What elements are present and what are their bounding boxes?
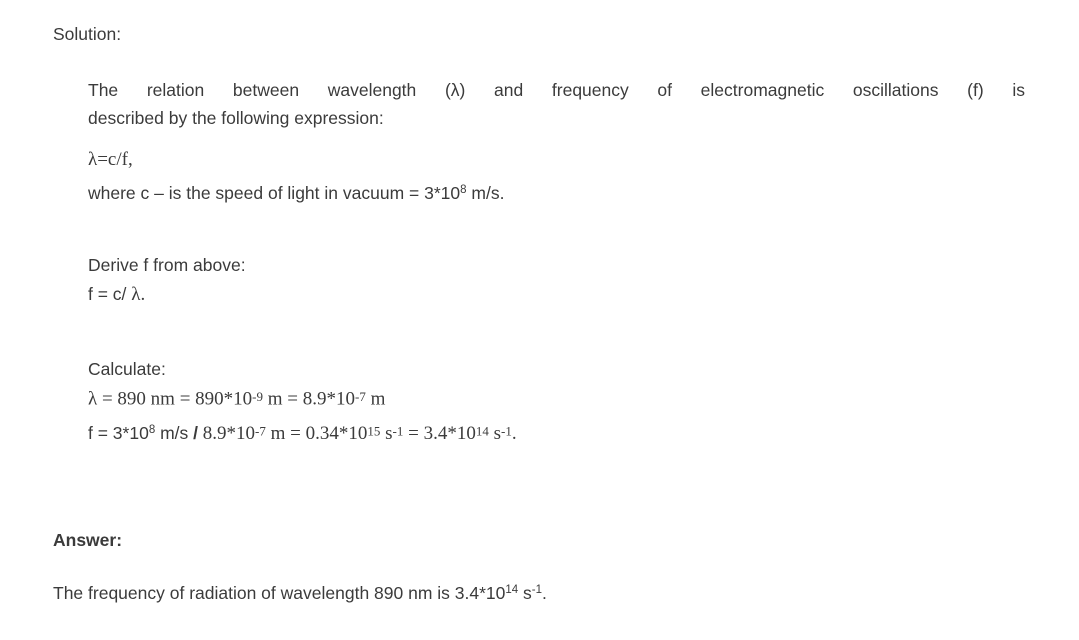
- frequency-calculation-line: [88, 415, 1025, 449]
- text-segment: m/s: [155, 422, 194, 443]
- solution-body: [88, 76, 1025, 449]
- text-segment: f = c/: [88, 284, 132, 304]
- speed-of-light-line: [88, 175, 1025, 208]
- calculate-heading: Calculate:: [88, 359, 166, 379]
- text-segment: .: [511, 422, 517, 444]
- intro-paragraph-line2: described by the following expression:: [88, 108, 384, 128]
- exponent: 14: [475, 423, 489, 438]
- exponent: -1: [501, 423, 512, 438]
- exponent: -1: [531, 583, 543, 596]
- division-slash: /: [193, 422, 199, 443]
- text-segment: f = 3*10: [88, 422, 149, 443]
- text-segment: .: [542, 582, 547, 603]
- intro-paragraph: [88, 76, 1025, 132]
- text-segment: s: [380, 422, 393, 444]
- exponent: 14: [505, 583, 519, 596]
- wavelength-formula: λ=c/f,: [88, 149, 133, 170]
- intro-paragraph-line1: The relation between wavelength (λ) and frequency of electromagnetic oscillations (f) is: [88, 80, 1025, 100]
- text-segment: = 3.4*10: [403, 422, 476, 444]
- exponent: -1: [392, 423, 404, 438]
- text-segment: 8.9*10: [198, 422, 256, 444]
- derive-formula: [88, 279, 1025, 310]
- text-segment: s: [518, 582, 532, 603]
- exponent: -7: [255, 423, 266, 438]
- exponent: -7: [355, 389, 366, 404]
- text-segment: The frequency of radiation of wavelength 890 nm is 3.4*10: [53, 582, 506, 603]
- exponent: 15: [367, 423, 381, 438]
- text-segment: λ = 890 nm = 890*10: [88, 388, 253, 410]
- exponent: 8: [460, 184, 467, 196]
- answer-heading: Answer:: [53, 529, 123, 550]
- text-segment: m = 0.34*10: [265, 422, 368, 444]
- solution-heading: Solution:: [53, 24, 122, 44]
- text-segment: m: [365, 388, 386, 410]
- text-segment: s: [488, 422, 501, 444]
- text-segment: where c – is the speed of light in vacuum = 3*10: [88, 183, 461, 203]
- exponent: 8: [148, 423, 156, 436]
- exponent: -9: [252, 389, 264, 404]
- text-segment: m = 8.9*10: [263, 388, 356, 410]
- derive-heading: Derive f from above:: [88, 255, 246, 275]
- answer-sentence: [53, 576, 1025, 607]
- lambda-symbol: λ.: [131, 284, 146, 305]
- wavelength-calculation-line: [88, 382, 1025, 415]
- text-segment: m/s.: [466, 183, 505, 203]
